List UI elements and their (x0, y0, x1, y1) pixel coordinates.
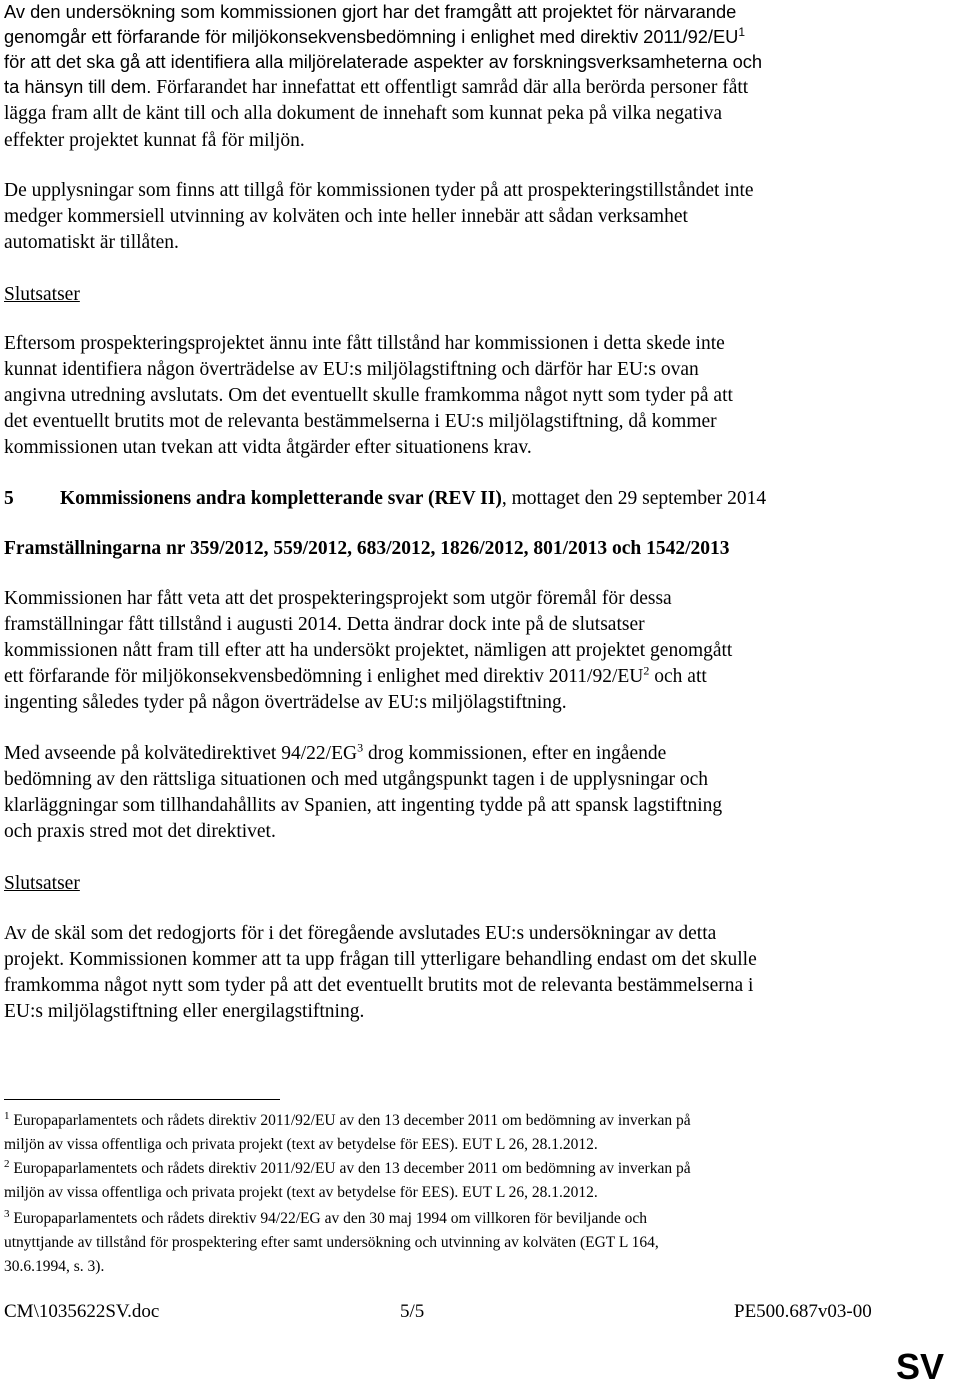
footnote-3-line-2 (4, 1234, 659, 1252)
footer-page-number: 5/5 (400, 1301, 425, 1322)
footnote-1-line-2 (4, 1136, 598, 1154)
para4-line-2-text: framställningar fått tillstånd i augusti 2014. Detta ändrar dock inte på de slutsatser (4, 614, 645, 635)
para5-line-4-text: och praxis stred mot det direktivet. (4, 821, 276, 842)
para6-line-1 (4, 923, 716, 945)
section-5-heading (4, 488, 767, 510)
section-5-title-bold: Kommissionens andra kompletterande svar (REV II) (60, 488, 502, 509)
section-5-title (60, 488, 766, 510)
footnote-ref-1[interactable]: 1 (738, 24, 746, 39)
para3-line-5 (4, 437, 532, 459)
language-code: SV (896, 1346, 945, 1387)
para4-line-4-text: ett förfarande för miljökonsekvensbedömning i enlighet med direktiv 2011/92/EU (4, 666, 644, 687)
footnote-1-line-1 (4, 1109, 691, 1130)
para1-line-1 (4, 1, 736, 23)
para5-line-3-text: klarläggningar som tillhandahållits av Spanien, att ingenting tydde på att spansk lagstiftning (4, 795, 723, 816)
footnote-3-text-2: utnyttjande av tillstånd för prospektering efter samt undersökning och utvinning av kolväten (EGT L 164, (4, 1234, 659, 1251)
para3-line-1 (4, 333, 725, 355)
para1-line-4 (4, 76, 748, 99)
para1-line-3-text: för att det ska gå att identifiera alla miljörelaterade aspekter av forskningsverksamheterna och (4, 51, 763, 72)
para4-line-5 (4, 692, 567, 714)
para2-line-1-text: De upplysningar som finns att tillgå för kommissionen tyder på att prospekteringstillståndet inte (4, 180, 754, 201)
footnote-3-line-3 (4, 1258, 104, 1276)
para1-line-1-text: Av den undersökning som kommissionen gjort har det framgått att projektet för närvarande (4, 1, 737, 22)
footnote-2-number: 2 (4, 1157, 10, 1170)
footnote-2-line-1 (4, 1157, 691, 1178)
para4-line-5-text: ingenting således tyder på någon överträdelse av EU:s miljölagstiftning. (4, 692, 567, 713)
footnote-2-line-2 (4, 1184, 598, 1202)
section-5-number: 5 (4, 488, 14, 509)
petitions-heading: Framställningarna nr 359/2012, 559/2012, 683/2012, 1826/2012, 801/2013 och 1542/2013 (4, 538, 730, 559)
para1-line-4-sans-text: ta hänsyn till dem. (4, 76, 152, 97)
footer-reference: PE500.687v03-00 (734, 1301, 872, 1322)
footnote-3-number: 3 (4, 1207, 10, 1220)
footnote-1-text-2: miljön av vissa offentliga och privata projekt (text av betydelse för EES). EUT L 26, 28.1.2012. (4, 1136, 598, 1153)
para4-line-3-text: kommissionen nått fram till efter att ha undersökt projektet, nämligen att projektet genomgått (4, 640, 733, 661)
para1-line-6 (4, 130, 305, 152)
para6-line-2-text: projekt. Kommissionen kommer att ta upp frågan till ytterligare behandling endast om det skulle (4, 949, 757, 970)
para4-line-1-text: Kommissionen har fått veta att det prospekteringsprojekt som utgör föremål för dessa (4, 588, 672, 609)
para5-line-1 (4, 740, 667, 765)
footnote-2-text-2: miljön av vissa offentliga och privata projekt (text av betydelse för EES). EUT L 26, 28.1.2012. (4, 1184, 598, 1201)
para1-line-6-text: effekter projektet kunnat få för miljön. (4, 130, 305, 151)
footnote-3-line-1 (4, 1207, 647, 1228)
footnote-1-number: 1 (4, 1109, 10, 1122)
para4-line-3 (4, 640, 732, 662)
para5-line-1-tail: drog kommissionen, efter en ingående (363, 743, 667, 764)
footnote-ref-2[interactable]: 2 (643, 663, 650, 678)
slutsatser-heading-2: Slutsatser (4, 873, 80, 894)
para2-line-2-text: medger kommersiell utvinning av kolväten och inte heller innebär att sådan verksamhet (4, 206, 688, 227)
para3-line-4-text: det eventuellt brutits mot de relevanta bestämmelserna i EU:s miljölagstiftning, då kommer (4, 411, 717, 432)
para2-line-1 (4, 180, 754, 202)
para3-line-3-text: angivna utredning avslutats. Om det eventuellt skulle framkomma något nytt som tyder på att (4, 385, 733, 406)
document-page (4, 0, 954, 1392)
para5-line-4 (4, 821, 276, 843)
footnote-3-text-3: 30.6.1994, s. 3). (4, 1258, 105, 1275)
para3-line-5-text: kommissionen utan tvekan att vidta åtgärder efter situationens krav. (4, 437, 532, 458)
para3-line-4 (4, 411, 717, 433)
para6-line-3-text: framkomma något nytt som tyder på att det eventuellt brutits mot de relevanta bestämmelserna i (4, 975, 754, 996)
slutsatser-heading-1: Slutsatser (4, 284, 80, 305)
para4-line-1 (4, 588, 672, 610)
para5-line-1-text: Med avseende på kolvätedirektivet 94/22/EG (4, 743, 358, 764)
para1-line-5-text: lägga fram allt de känt till och alla dokument de innehaft som kunnat peka på vilka negativa (4, 103, 723, 124)
footnote-separator (4, 1099, 280, 1100)
para2-line-2 (4, 206, 688, 228)
para1-line-4-serif-text: Förfarandet har innefattat ett offentligt samråd där alla berörda personer fått (151, 77, 749, 98)
para5-line-3 (4, 795, 722, 817)
para5-line-2 (4, 769, 708, 791)
footnote-3-text-1: Europaparlamentets och rådets direktiv 94/22/EG av den 30 maj 1994 om villkoren för beviljande och (9, 1210, 647, 1227)
para1-line-3 (4, 51, 762, 73)
para1-line-2-text: genomgår ett förfarande för miljökonsekvensbedömning i enlighet med direktiv 2011/92/EU (4, 26, 739, 47)
para6-line-1-text: Av de skäl som det redogjorts för i det föregående avslutades EU:s undersökningar av detta (4, 923, 717, 944)
footnote-ref-3[interactable]: 3 (357, 740, 364, 755)
para5-line-2-text: bedömning av den rättsliga situationen och med utgångspunkt tagen i de upplysningar och (4, 769, 709, 790)
para2-line-3 (4, 232, 179, 254)
para4-line-4 (4, 663, 707, 688)
para6-line-2 (4, 949, 757, 971)
para2-line-3-text: automatiskt är tillåten. (4, 232, 179, 253)
footnote-1-text-1: Europaparlamentets och rådets direktiv 2011/92/EU av den 13 december 2011 om bedömning av inverkan på (9, 1112, 691, 1129)
para6-line-4 (4, 1001, 364, 1023)
para6-line-4-text: EU:s miljölagstiftning eller energilagstiftning. (4, 1001, 365, 1022)
footnote-2-text-1: Europaparlamentets och rådets direktiv 2011/92/EU av den 13 december 2011 om bedömning av inverkan på (9, 1160, 691, 1177)
para1-line-5 (4, 103, 722, 125)
para1-line-2 (4, 26, 745, 48)
para4-line-4-tail: och att (649, 666, 707, 687)
para3-line-2 (4, 359, 699, 381)
footer-filename: CM\1035622SV.doc (4, 1301, 160, 1322)
para3-line-1-text: Eftersom prospekteringsprojektet ännu inte fått tillstånd har kommissionen i detta skede inte (4, 333, 725, 354)
section-5-title-rest: , mottaget den 29 september 2014 (501, 488, 767, 509)
para6-line-3 (4, 975, 753, 997)
para3-line-3 (4, 385, 733, 407)
para3-line-2-text: kunnat identifiera någon överträdelse av EU:s miljölagstiftning och därför har EU:s ovan (4, 359, 699, 380)
para4-line-2 (4, 614, 645, 636)
